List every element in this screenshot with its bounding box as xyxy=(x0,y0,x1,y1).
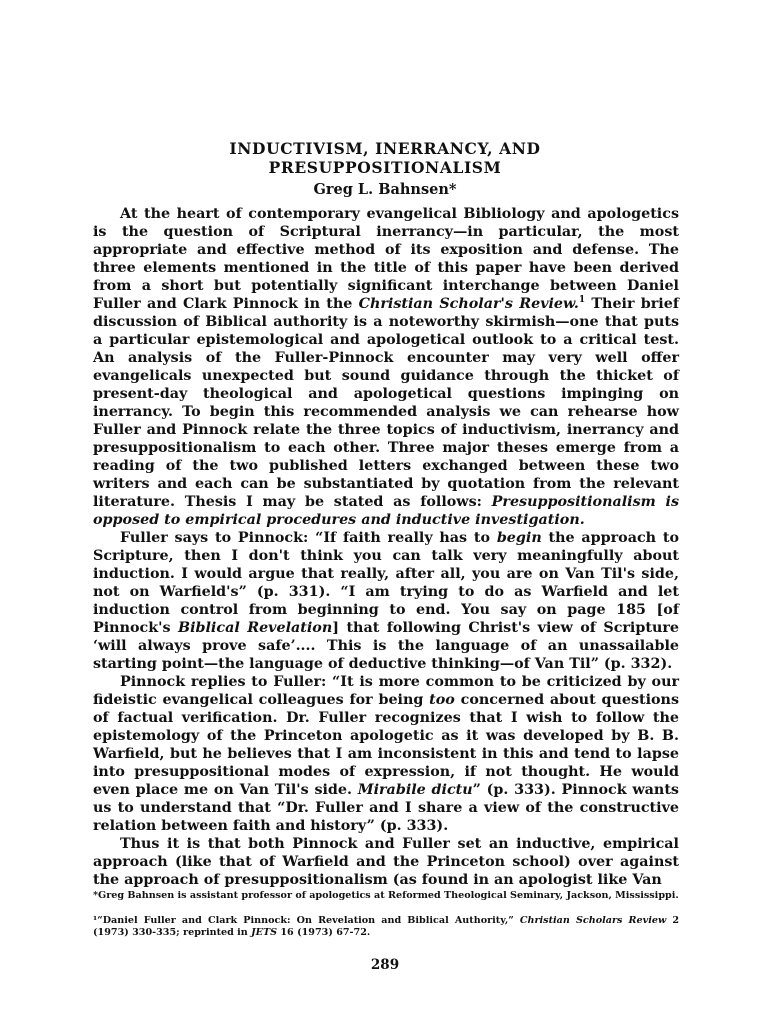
author-footnote: *Greg Bahnsen is assistant professor of apologetics at Reformed Theological Seminary, Jackson, Mississippi. xyxy=(93,890,679,901)
paragraph-4: Thus it is that both Pinnock and Fuller set an inductive, empirical approach (like that of Warfield and the Princeton school) over against the approach of presuppositionalism (as found in an apologist like Van xyxy=(93,836,679,888)
thesis-statement: Presuppositionalism is opposed to empirical procedures and inductive investigation. xyxy=(93,494,679,528)
journal-title: Christian Scholar's Review. xyxy=(358,296,579,312)
paragraph-1: At the heart of contemporary evangelical Bibliology and apologetics is the question of Scriptural inerrancy—in particular, the most appropriate and effective method of its exposition and defense. The three elements mentioned in the title of this paper have been derived from a short but potentially significant interchange between Daniel Fuller and Clark Pinnock in the Christian Scholar's Review.$^1$ Their brief discussion of Biblical authority is a noteworthy skirmish—one that puts a particular epistemological and apologetical outlook to a critical test. An analysis of the Fuller-Pinnock encounter may very well offer evangelicals unexpected but sound guidance through the thicket of present-day theological and apologetical questions impinging on inerrancy. To begin this recommended analysis we can rehearse how Fuller and Pinnock relate the three topics of inductivism, inerrancy and presuppositionalism to each other. Three major theses emerge from a reading of the two published letters exchanged between these two writers and each can be substantiated by quotation from the relevant literature. Thesis I may be stated as follows: Presuppositionalism is opposed to empirical procedures and inductive investigation. xyxy=(93,206,679,528)
paragraph-2: Fuller says to Pinnock: “If faith really has to begin the approach to Scripture, then I don't think you can talk very meaningfully about induction. I would argue that really, after all, you are on Van Til's side, not on Warfield's” (p. 331). “I am trying to do as Warfield and let induction control from beginning to end. You say on page 185 [of Pinnock's Biblical Revelation] that following Christ's view of Scripture ‘will always prove safe’.... This is the language of an unassailable starting point—the language of deductive thinking—of Van Til” (p. 332). xyxy=(93,530,679,672)
paragraph-3: Pinnock replies to Fuller: “It is more common to be criticized by our fideistic evangelical colleagues for being too concerned about questions of factual verification. Dr. Fuller recognizes that I wish to follow the epistemology of the Princeton apologetic as it was developed by B. B. Warfield, but he believes that I am inconsistent in this and tend to lapse into presuppositional modes of expression, if not thought. He would even place me on Van Til's side. Mirabile dictu” (p. 333). Pinnock wants us to understand that “Dr. Fuller and I share a view of the constructive relation between faith and history” (p. 333). xyxy=(93,674,680,834)
title-line-1: INDUCTIVISM, INERRANCY, AND xyxy=(229,139,541,158)
book-title: Biblical Revelation xyxy=(177,620,333,636)
footnote-ref-1[interactable]: 1 xyxy=(578,295,586,306)
footnotes xyxy=(93,890,679,940)
article-body xyxy=(93,205,679,889)
page-number: 289 xyxy=(370,957,400,973)
title-line-2: PRESUPPOSITIONALISM xyxy=(268,157,502,177)
article-author: Greg L. Bahnsen* xyxy=(313,181,457,198)
footnote-1: ¹“Daniel Fuller and Clark Pinnock: On Revelation and Biblical Authority,” Christian Scholars Review 2 (1973) 330-335; reprinted in JETS 16 (1973) 67-72. xyxy=(93,914,679,938)
article-title xyxy=(91,140,679,177)
